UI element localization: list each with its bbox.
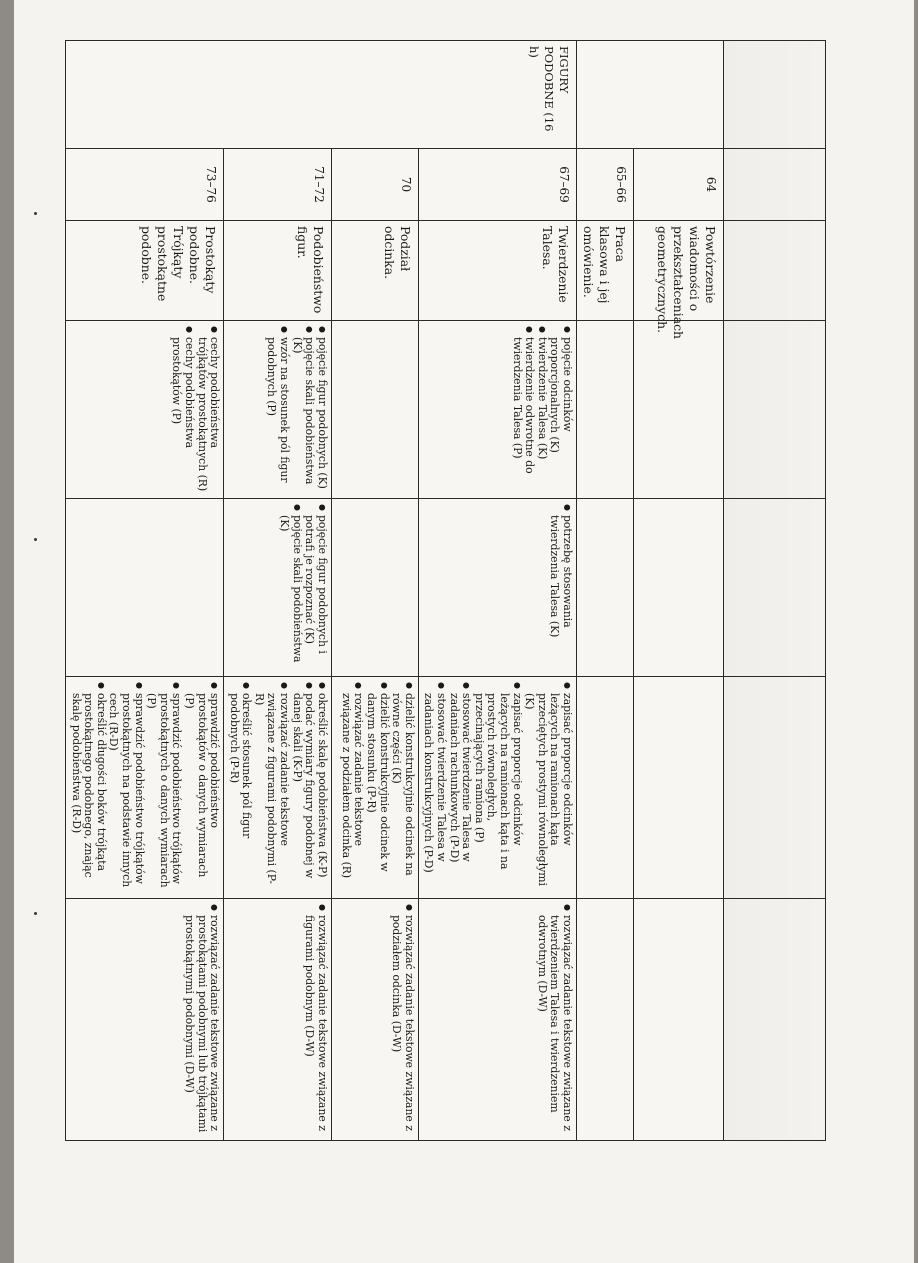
header-section-cell [724,41,826,149]
bullet-item: ● pojęcie figur podobnych i potrafi je rozpoznać (K) [303,515,328,671]
table-row [577,41,634,1141]
bullet-item: ● sprawdzić podobieństwo prostokątów o danych wymiarach (P) [182,693,220,893]
bullet-item: ● dzielić konstrukcyjnie odcinek w danym stosunku (P-R) [365,693,390,893]
knowledge-cell [224,321,332,499]
topic-cell: Praca klasowa i jej omówienie. [577,221,634,321]
bullet-item: ● rozwiązać zadanie tekstowe związane z figurami podobnym (D-W) [303,915,328,1135]
table-row [634,41,724,1141]
topic-cell: Podział odcinka. [331,221,418,321]
lessons-cell: 71–72 [224,149,332,221]
bullet-item: ● określić stosunek pól figur podobnych (P-R) [227,693,252,893]
binder-hole-mark [34,538,37,541]
bullet-item: ● rozwiązać zadanie tekstowe związane z prostokątami podobnymi lub trójkątami prostokątnymi podobnymi (D-W) [182,915,220,1135]
bullet-item: ● cechy podobieństwa prostokątów (P) [170,337,195,493]
section-cell: FIGURY PODOBNE (16 h) [66,41,577,149]
skills-basic-cell [418,677,576,899]
header-skills-basic-cell [724,677,826,899]
bullet-item: ● pojęcie skali podobieństwa (K) [278,515,303,671]
knowledge-cell [634,321,724,499]
curriculum-table [65,40,826,1141]
knowledge-cell [418,321,576,499]
bullet-item: ● wzór na stosunek pól figur podobnych (P) [265,337,290,493]
lessons-cell: 65–66 [577,149,634,221]
bullet-item: ● pojęcie odcinków proporcjonalnych (K) [548,337,573,493]
skills-extended-cell [634,899,724,1141]
understanding-cell [634,499,724,677]
skills-extended-cell [418,899,576,1141]
bullet-item: ● określić długości boków trójkąta prostokątnego podobnego, znając skalę podobieństwa (R-D) [69,693,107,893]
understanding-cell [331,499,418,677]
topic-cell: Powtórzenie wiadomości o przekształceniach geometrycznych. [634,221,724,321]
topic-cell: Prostokąty podobne. Trójkąty prostokątne podobne. [66,221,224,321]
bullet-item: ● twierdzenie odwrotne do twierdzenia Talesa (P) [510,337,535,493]
knowledge-cell [331,321,418,499]
table-row [66,41,224,1141]
skills-basic-cell [634,677,724,899]
understanding-cell [66,499,224,677]
header-skills-extended-cell [724,899,826,1141]
skills-basic-cell [577,677,634,899]
lessons-cell: 73–76 [66,149,224,221]
skills-extended-cell [577,899,634,1141]
skills-basic-cell [331,677,418,899]
header-lessons-cell [724,149,826,221]
bullet-item: ● podać wymiary figury podobnej w danej skali (K-P) [290,693,315,893]
skills-extended-cell [224,899,332,1141]
bullet-item: ● rozwiązać zadanie tekstowe związane z twierdzeniem Talesa i twierdzeniem odwrotnym (D-W) [535,915,573,1135]
lessons-cell: 67–69 [418,149,576,221]
header-knowledge-cell [724,321,826,499]
lessons-cell: 64 [634,149,724,221]
bullet-item: ● pojęcie figur podobnych (K) [315,337,328,493]
understanding-cell [224,499,332,677]
bullet-item: ● dzielić konstrukcyjnie odcinek na równe części (K) [390,693,415,893]
header-understanding-cell [724,499,826,677]
bullet-item: ● pojęcie skali podobieństwa (K) [290,337,315,493]
binder-hole-mark [34,212,37,215]
skills-basic-cell [224,677,332,899]
bullet-item: ● stosować twierdzenie Talesa w zadaniach rachunkowych (P-D) [447,693,472,893]
skills-extended-cell [66,899,224,1141]
curriculum-table-area [69,40,826,1140]
bullet-item: ● sprawdzić podobieństwo trójkątów prostokątnych na podstawie innych cech (R-D) [107,693,145,893]
knowledge-cell [66,321,224,499]
lessons-cell: 70 [331,149,418,221]
knowledge-cell [577,321,634,499]
bullet-item: ● twierdzenie Talesa (K) [535,337,548,493]
bullet-item: ● rozwiązać zadanie tekstowe związane z podziałem odcinka (D-W) [390,915,415,1135]
binder-hole-mark [34,912,37,915]
table-row [224,41,332,1141]
table-row [331,41,418,1141]
skills-basic-cell [66,677,224,899]
bullet-item: ● zapisać proporcje odcinków leżących na ramionach kąta przeciętych prostymi równoległymi (K) [523,693,573,893]
skills-extended-cell [331,899,418,1141]
bullet-item: ● stosować twierdzenie Talesa w zadaniach konstrukcyjnych (P-D) [422,693,447,893]
bullet-item: ● potrzebę stosowania twierdzenia Talesa (K) [548,515,573,671]
topic-cell: Twierdzenie Talesa. [418,221,576,321]
understanding-cell [577,499,634,677]
bullet-item: ● rozwiązać zadanie tekstowe związane z podziałem odcinka (R) [339,693,364,893]
header-topic-cell [724,221,826,321]
bullet-item: ● zapisać proporcje odcinków leżących na ramionach kąta i na prostych równoległych, przecinających ramiona (P) [472,693,522,893]
table-header-row [724,41,826,1141]
bullet-item: ● sprawdzić podobieństwo trójkątów prostokątnych o danych wymiarach (P) [145,693,183,893]
section-cell [577,41,724,149]
bullet-item: ● określić skalę podobieństwa (K-P) [315,693,328,893]
bullet-item: ● cechy podobieństwa trójkątów prostokątnych (R) [195,337,220,493]
table-row [418,41,576,1141]
topic-cell: Podobieństwo figur. [224,221,332,321]
bullet-item: ● rozwiązać zadanie tekstowe związane z figurami podobnymi (P-R) [252,693,290,893]
understanding-cell [418,499,576,677]
